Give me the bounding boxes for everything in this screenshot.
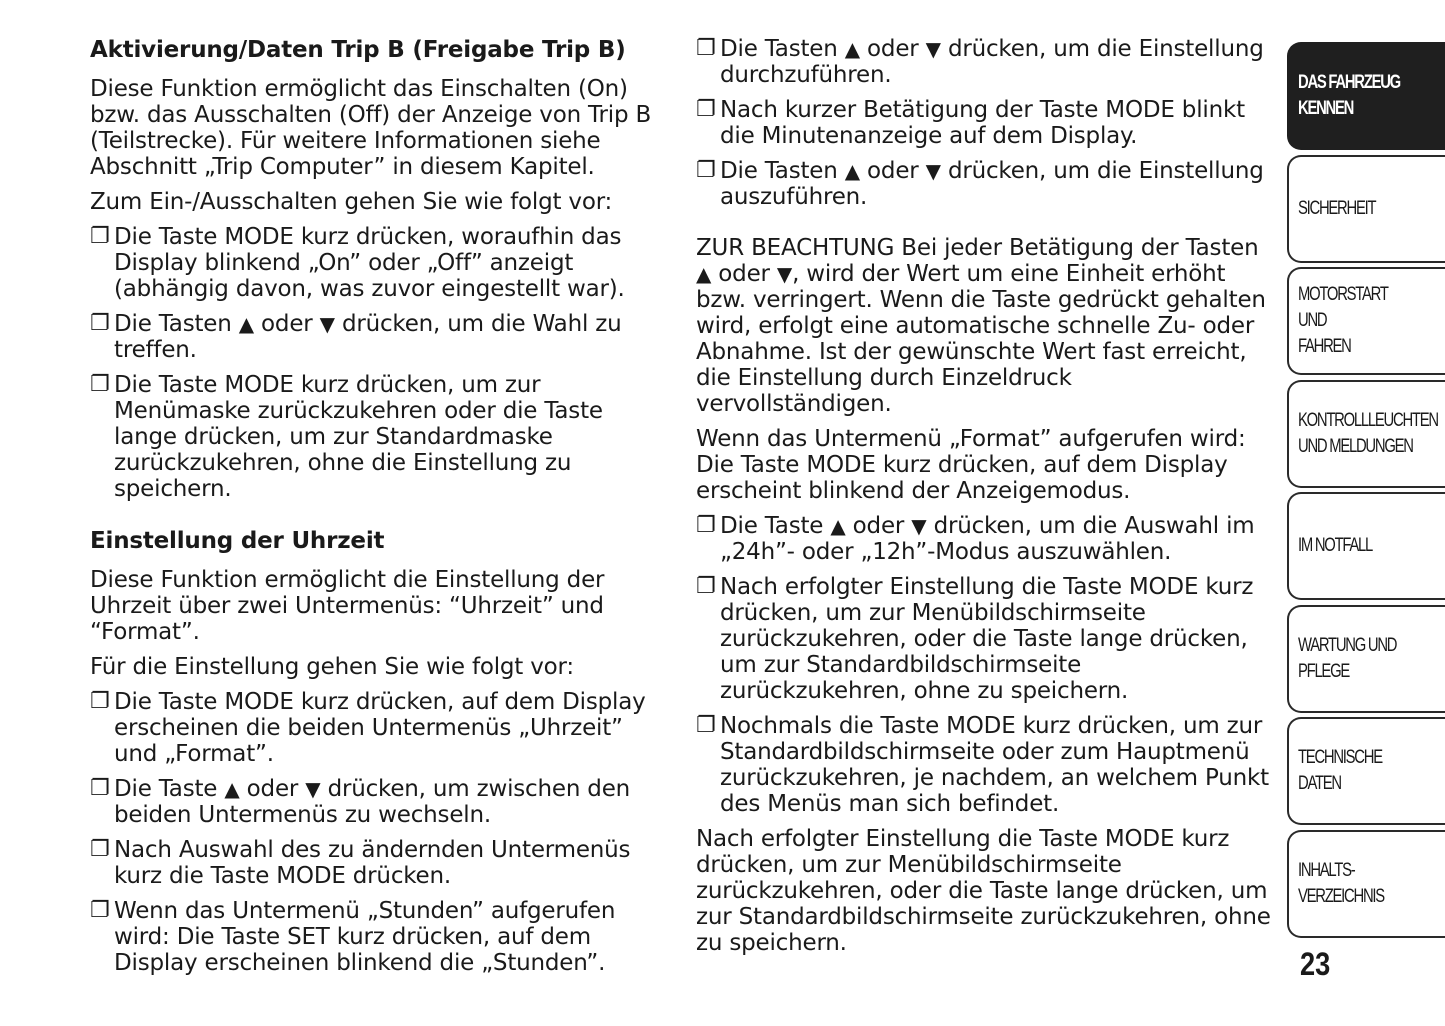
list-item-text: oder: [859, 36, 926, 62]
list-item: [90, 837, 665, 889]
checkbox-bullet-icon: ❐: [90, 898, 110, 923]
paragraph: Nach erfolgter Einstellung die Taste MODE kurz drücken, um zur Menübildschirmseite zurückzukehren, oder die Taste lange drücken, um zur Standardbildschirmseite zurückzukehren, ohne zu speichern.: [696, 826, 1271, 956]
paragraph: Diese Funktion ermöglicht das Einschalten (On) bzw. das Ausschalten (Off) der Anzeige von Trip B (Teilstrecke). Für weitere Informationen siehe Abschnitt „Trip Computer” in diesem Kapitel.: [90, 76, 652, 180]
checkbox-bullet-icon: ❐: [696, 713, 716, 738]
list-item-text: Die Taste: [114, 776, 225, 802]
list-item-text: Die Tasten: [720, 36, 845, 62]
list-item-text: drücken, um die Auswahl im „24h”- oder „12h”-Modus auszuwählen.: [720, 513, 1255, 565]
arrow-up-icon: ▲: [844, 159, 860, 183]
list-item-text: Nach Auswahl des zu ändernden Untermenüs kurz die Taste MODE drücken.: [114, 837, 631, 889]
list-item-text: drücken, um zwischen den beiden Untermenüs zu wechseln.: [114, 776, 631, 828]
tab-label: WARTUNG UND PFLEGE: [1298, 634, 1397, 682]
checkbox-bullet-icon: ❐: [696, 158, 716, 183]
checkbox-bullet-icon: ❐: [90, 311, 110, 336]
section-title-trip-b: Aktivierung/Daten Trip B (Freigabe Trip B): [90, 37, 626, 63]
list-item: [696, 158, 1271, 210]
chapter-tabs: [1287, 42, 1445, 942]
list-item-text: Die Taste: [720, 513, 831, 539]
note-text: oder: [711, 261, 777, 287]
arrow-up-icon: ▲: [238, 312, 254, 336]
tab-label: KONTROLLLEUCHTEN UND MELDUNGEN: [1298, 409, 1438, 457]
note-text: , wird der Wert um eine Einheit erhöht bzw. verringert. Wenn die Taste gedrückt gehalten wird, erfolgt eine automatische schnelle Zu- oder Abnahme. Ist der gewünschte Wert fast erreicht, die Einstellung durch Einzeldruck vervollständigen.: [696, 261, 1266, 417]
list-item-text: drücken, um die Wahl zu treffen.: [114, 311, 622, 363]
paragraph: Wenn das Untermenü „Format” aufgerufen wird: Die Taste MODE kurz drücken, auf dem Display erscheint blinkend der Anzeigemodus.: [696, 426, 1246, 504]
list-item-text: Nach kurzer Betätigung der Taste MODE blinkt die Minutenanzeige auf dem Display.: [720, 97, 1245, 149]
tab-label: SICHERHEIT: [1298, 197, 1376, 219]
tab-sicherheit[interactable]: [1287, 155, 1445, 263]
page-number: 23: [1300, 946, 1331, 982]
tab-label: INHALTS- VERZEICHNIS: [1298, 859, 1384, 907]
paragraph: Zum Ein-/Ausschalten gehen Sie wie folgt vor:: [90, 189, 613, 215]
list-item-text: Wenn das Untermenü „Stunden” aufgerufen wird: Die Taste SET kurz drücken, auf dem Display erscheinen blinkend die „Stunden”.: [114, 898, 616, 976]
list-item: [90, 372, 665, 502]
list-item: [696, 574, 1271, 704]
list-item-text: Die Tasten: [720, 158, 845, 184]
list-item-text: oder: [253, 311, 320, 337]
paragraph: Für die Einstellung gehen Sie wie folgt vor:: [90, 654, 574, 680]
checkbox-bullet-icon: ❐: [90, 372, 110, 397]
arrow-up-icon: ▲: [830, 514, 846, 538]
list-item-text: Die Taste MODE kurz drücken, auf dem Display erscheinen die beiden Untermenüs „Uhrzeit” und „Format”.: [114, 689, 646, 767]
list-item-text: oder: [845, 513, 912, 539]
paragraph: Diese Funktion ermöglicht die Einstellung der Uhrzeit über zwei Untermenüs: “Uhrzeit” und “Format”.: [90, 567, 605, 645]
list-item-text: drücken, um die Einstellung durchzuführen.: [720, 36, 1264, 88]
tab-label: IM NOTFALL: [1298, 535, 1372, 556]
tab-label: DAS FAHRZEUG KENNEN: [1298, 72, 1400, 119]
list-item: [90, 689, 665, 767]
tab-das-fahrzeug-kennen[interactable]: [1287, 42, 1445, 150]
arrow-down-icon: ▼: [925, 37, 941, 61]
tab-technische-daten[interactable]: [1287, 717, 1445, 825]
list-item: [90, 224, 665, 302]
list-item-text: Die Taste MODE kurz drücken, woraufhin das Display blinkend „On” oder „Off” anzeigt (abhängig davon, was zuvor eingestellt war).: [114, 224, 625, 302]
tab-label: TECHNISCHE DATEN: [1298, 747, 1382, 794]
list-item-text: oder: [239, 776, 306, 802]
arrow-down-icon: ▼: [911, 514, 927, 538]
list-item: [696, 36, 1271, 88]
checkbox-bullet-icon: ❐: [90, 224, 110, 249]
tab-im-notfall[interactable]: [1287, 492, 1445, 600]
list-item-text: Nach erfolgter Einstellung die Taste MODE kurz drücken, um zur Menübildschirmseite zurückzukehren, oder die Taste lange drücken, um zur Standardbildschirmseite zurückzukehren, ohne zu speichern.: [720, 574, 1254, 704]
arrow-up-icon: ▲: [224, 777, 240, 801]
note-paragraph: [696, 235, 1271, 417]
tab-motorstart-und-fahren[interactable]: [1287, 267, 1445, 375]
arrow-down-icon: ▼: [925, 159, 941, 183]
note-text: ZUR BEACHTUNG Bei jeder Betätigung der Tasten: [696, 235, 1259, 261]
arrow-down-icon: ▼: [305, 777, 321, 801]
section-title-uhrzeit: Einstellung der Uhrzeit: [90, 528, 385, 554]
list-item-text: Die Taste MODE kurz drücken, um zur Menümaske zurückzukehren oder die Taste lange drücken, um zur Standardmaske zurückzukehren, ohne die Einstellung zu speichern.: [114, 372, 603, 502]
arrow-down-icon: ▼: [776, 262, 793, 286]
arrow-up-icon: ▲: [696, 262, 712, 286]
list-item: [696, 713, 1271, 817]
list-item: [90, 898, 665, 976]
tab-wartung-und-pflege[interactable]: [1287, 605, 1445, 713]
arrow-up-icon: ▲: [844, 37, 860, 61]
list-item: [90, 311, 665, 363]
right-column: [696, 36, 1271, 965]
list-item-text: drücken, um die Einstellung auszuführen.: [720, 158, 1264, 210]
list-item-text: oder: [859, 158, 926, 184]
checkbox-bullet-icon: ❐: [696, 513, 716, 538]
checkbox-bullet-icon: ❐: [90, 837, 110, 862]
list-item-text: Nochmals die Taste MODE kurz drücken, um zur Standardbildschirmseite oder zum Hauptmenü zurückzukehren, je nachdem, an welchem Punkt des Menüs man sich befindet.: [720, 713, 1269, 817]
tab-inhaltsverzeichnis[interactable]: [1287, 830, 1445, 938]
list-item: [90, 776, 665, 828]
list-item-text: Die Tasten: [114, 311, 239, 337]
list-item: [696, 513, 1271, 565]
tab-kontrollleuchten[interactable]: [1287, 380, 1445, 488]
list-item: [696, 97, 1271, 149]
checkbox-bullet-icon: ❐: [90, 776, 110, 801]
left-column: [90, 36, 665, 985]
checkbox-bullet-icon: ❐: [90, 689, 110, 714]
checkbox-bullet-icon: ❐: [696, 36, 716, 61]
arrow-down-icon: ▼: [319, 312, 335, 336]
checkbox-bullet-icon: ❐: [696, 97, 716, 122]
tab-label: MOTORSTART UND FAHREN: [1298, 284, 1388, 357]
checkbox-bullet-icon: ❐: [696, 574, 716, 599]
